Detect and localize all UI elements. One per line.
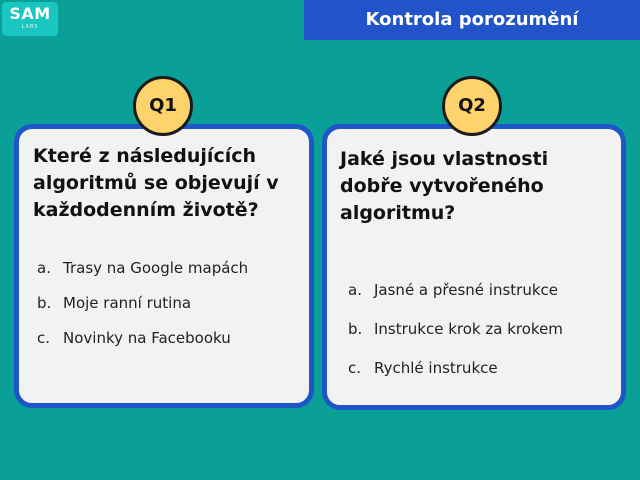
page-title: Kontrola porozumění <box>304 0 640 40</box>
question-text: Jaké jsou vlastnosti dobře vytvořeného algoritmu? <box>340 148 549 224</box>
answer-item <box>348 359 563 377</box>
answer-text: Jasné a přesné instrukce <box>374 281 559 299</box>
answer-letter: b. <box>37 294 52 312</box>
question-card-q2 <box>322 124 626 410</box>
answer-item <box>37 329 248 347</box>
answer-item <box>348 320 563 338</box>
answer-item <box>37 294 248 312</box>
answer-text: Instrukce krok za krokem <box>374 320 563 338</box>
question-badge-q1: Q1 <box>133 76 193 136</box>
answer-list <box>348 281 563 398</box>
answer-text: Trasy na Google mapách <box>63 259 249 277</box>
answer-text: Rychlé instrukce <box>374 359 498 377</box>
answer-list <box>37 259 248 364</box>
answer-letter: b. <box>348 320 363 338</box>
answer-item <box>348 281 563 299</box>
answer-letter: c. <box>348 359 362 377</box>
question-badge-q2: Q2 <box>442 76 502 136</box>
answer-letter: c. <box>37 329 51 347</box>
sam-labs-logo <box>2 2 58 36</box>
answer-item <box>37 259 248 277</box>
answer-text: Moje ranní rutina <box>63 294 192 312</box>
question-text: Které z následujících algoritmů se objevují v každodenním životě? <box>33 145 279 221</box>
answer-letter: a. <box>348 281 362 299</box>
answer-letter: a. <box>37 259 51 277</box>
logo-text: SAM <box>9 4 51 23</box>
logo-subtext: LABS <box>21 24 39 30</box>
answer-text: Novinky na Facebooku <box>63 329 231 347</box>
question-card-q1 <box>14 124 314 408</box>
